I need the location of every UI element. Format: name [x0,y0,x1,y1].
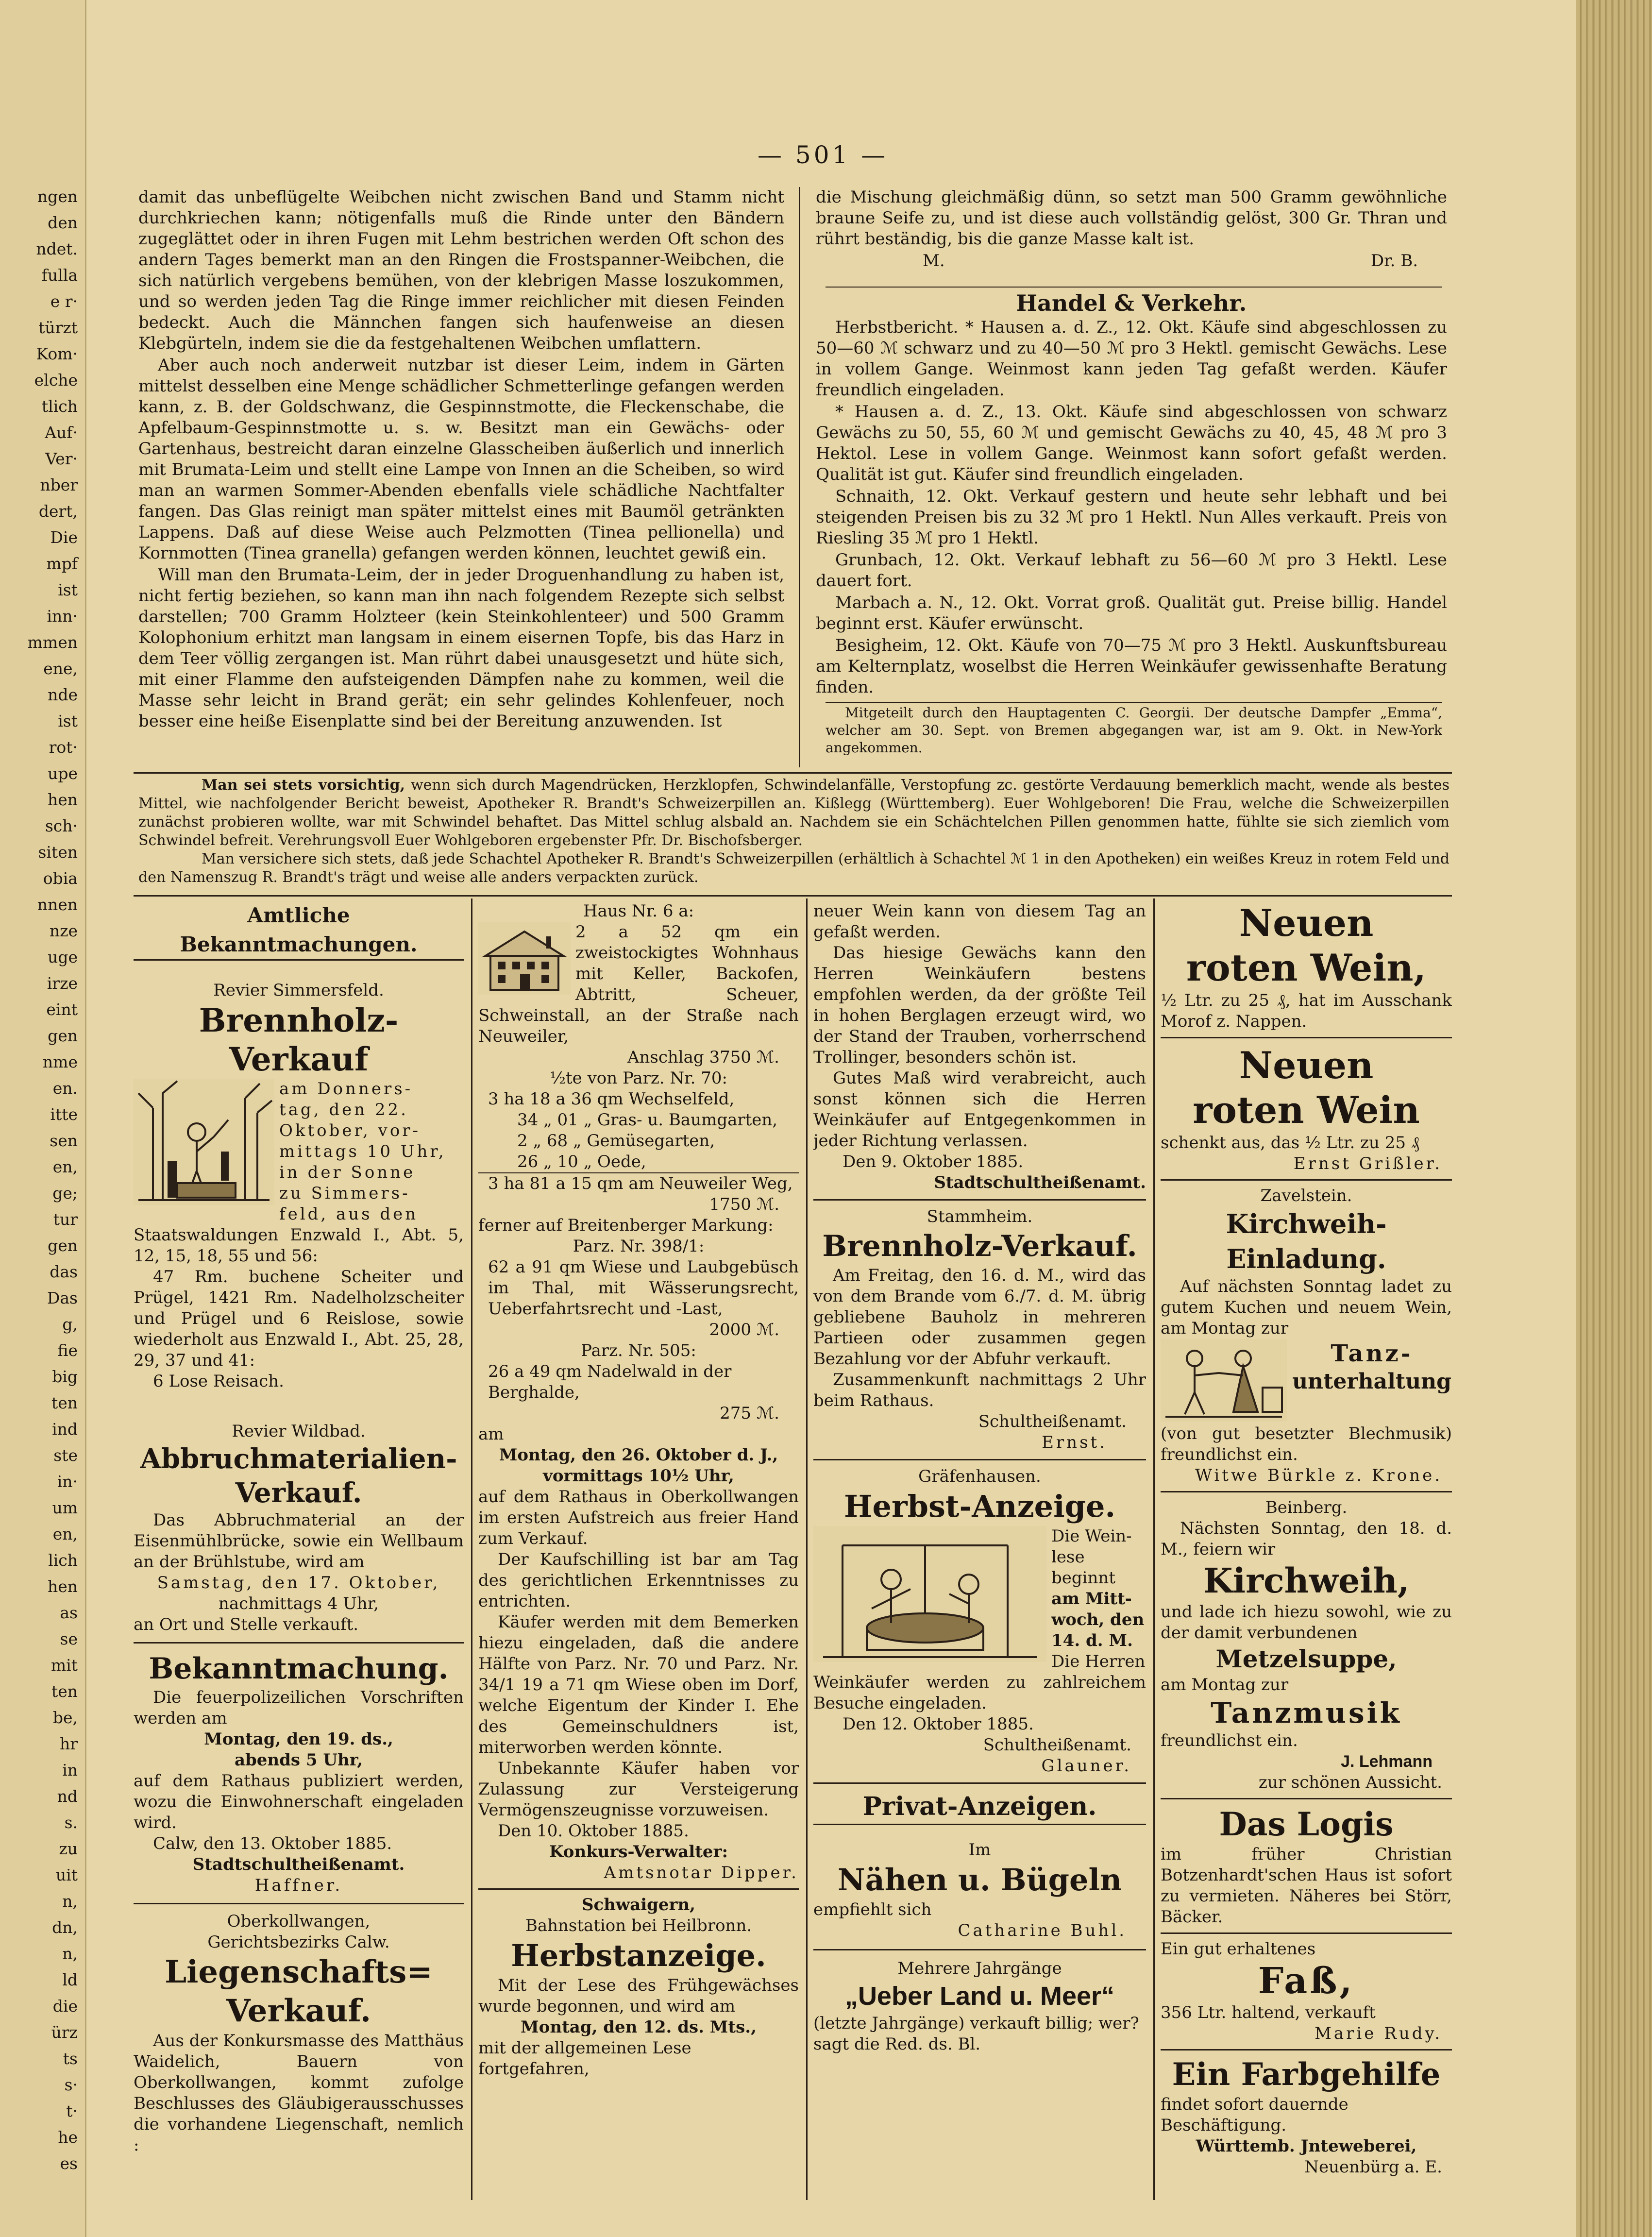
ad-title: Kirchweih, [1203,1560,1410,1601]
left-edge-fragment: uge [48,948,78,966]
ad-place-date: Calw, den 13. Oktober 1885. [153,1834,392,1853]
handel-verkehr-section [816,289,1447,702]
ad-title: Brennholz-Verkauf [199,1001,399,1078]
signature-right: Dr. B. [1370,251,1418,271]
left-edge-fragment: n, [62,1944,78,1963]
ad-side-line: am Donners- [279,1079,413,1099]
ad-title: Herbstanzeige. [511,1938,766,1973]
ad-text: Am Freitag, den 16. d. M., wird das von dem Brande vom 6./7. d. M. übrig gebliebene Bauholz in mehreren Partieen oder zusammen gegen Bezahlung vor der Abfuhr verkauft. [813,1266,1146,1369]
left-edge-fragment: die [52,1997,78,2016]
ad-title: Abbruchmaterialien- [140,1443,457,1475]
ad-text: Das hiesige Gewächs kann den Herren Weinkäufern bestens empfohlen werden, da der größte Teil in hohen Berglagen erzeugt wird, wo der Stand der Trauben, vorherrschend Trollinger, besonders schön ist. [813,943,1146,1067]
ad-text: Die feuerpolizeilichen Vorschriften werden am [134,1688,464,1728]
left-edge-fragment: fulla [41,266,78,285]
ad-date-place: Den 10. Oktober 1885. [498,1821,689,1841]
signature-left: M. [923,251,945,271]
left-edge-fragment: elche [34,371,78,390]
left-edge-fragment: rot· [49,738,78,757]
left-edge-fragment: ten [51,1682,78,1701]
handel-report: Grunbach, 12. Okt. Verkauf lebhaft zu 56—60 ℳ pro 3 Hektl. Lese dauert fort. [816,550,1447,591]
ad-side-line: 14. d. M. [1051,1631,1133,1650]
left-edge-fragment: mmen [27,633,78,652]
left-edge-fragment: nze [49,921,78,940]
left-edge-fragment: mpf [46,554,78,573]
left-edge-fragment: Auf· [45,423,78,442]
left-edge-fragment: big [52,1367,78,1386]
ad-title: Tanzmusik [1211,1696,1402,1729]
left-edge-fragment: en, [52,1157,78,1176]
left-edge-fragment: inn· [47,607,78,626]
ad-signature: Ernst. [1042,1433,1107,1452]
left-edge-fragment: Die [50,528,78,547]
ad-text: (letzte Jahrgänge) verkauft billig; wer? sagt die Red. ds. Bl. [813,2014,1139,2054]
left-edge-fragment: gen [48,1236,78,1255]
ad-place: Revier Simmersfeld. [213,981,384,1000]
parcel-label: ½te von Parz. Nr. 70: [550,1068,727,1088]
ad-rule [813,1949,1146,1950]
ad-place: Gerichtsbezirks Calw. [207,1932,390,1952]
left-edge-fragment: ürz [51,2023,78,2042]
ad-date: Montag, den 12. ds. Mts., [521,2017,757,2037]
left-edge-fragment: Ver· [45,449,78,468]
left-edge-fragment: um [52,1498,78,1517]
ad-office: Konkurs-Verwalter: [549,1842,728,1862]
left-edge-fragment: irze [47,974,78,993]
ad-text: findet sofort dauernde Beschäftigung. [1161,2095,1349,2135]
column-rule [1153,898,1155,2200]
ad-text: Ein gut erhaltenes [1161,1939,1316,1959]
ad-text: Der Kaufschilling ist bar am Tag des gerichtlichen Erkenntnisses zu entrichten. [478,1550,799,1611]
left-edge-fragment: Kom· [36,344,78,363]
left-edge-fragment: hen [47,790,78,809]
ad-date: abends 5 Uhr, [234,1750,363,1770]
left-edge-fragment: hen [47,1577,78,1596]
ad-place-sub: Bahnstation bei Heilbronn. [525,1916,752,1935]
ad-side-line: Die Herren [1051,1652,1146,1671]
ad-title: Herbst-Anzeige. [843,1489,1116,1524]
left-edge-fragment: he [58,2128,78,2147]
ad-title: unterhaltung [1292,1369,1451,1394]
parcel-line: 26 „ 10 „ Oede, [478,1152,799,1173]
ad-place: Oberkollwangen, [227,1912,371,1931]
ad-text: Auf nächsten Sonntag ladet zu gutem Kuchen und neuem Wein, am Montag zur [1161,1277,1452,1338]
ad-with-illustration [813,1526,1146,1672]
ad-office: Stadtschultheißenamt. [192,1855,405,1874]
ad-title: Ein Farbgehilfe [1172,2056,1441,2093]
left-edge-fragment: ene, [43,659,78,678]
handel-report: * Hausen a. d. Z., 13. Okt. Käufe sind abgeschlossen von schwarz Gewächs zu 50, 55, 60 ℳ und gemischt Gewächs zu 40, 45, 48 ℳ pro 3 Hektol. Lese in vollem Gange. Weinmost kann sofort gefaßt werden. Qualität ist gut. Käufer sind freundlich eingeladen. [816,402,1447,484]
parcel-line: 62 a 91 qm Wiese und Laubgebüsch im Thal, mit Wässerungsrecht, Ueberfahrtsrecht und -Last, [488,1257,799,1319]
left-edge-fragment: dert, [38,502,78,521]
ad-text: freundlichst ein. [1161,1731,1298,1750]
left-edge-fragment: obia [43,869,78,888]
ad-rule [478,1888,799,1890]
ad-rule [134,1642,464,1644]
ad-text: Weinkäufer werden zu zahlreichem Besuche eingeladen. [813,1673,1146,1713]
column-rule [471,898,472,2200]
parcel-line: 26 a 49 qm Nadelwald in der Berghalde, [488,1362,732,1402]
ad-title: Brennholz-Verkauf. [822,1229,1137,1263]
ad-signature: Amtsnotar Dipper. [604,1863,799,1882]
column-private-ads [1161,901,1452,2198]
parcel-label: Parz. Nr. 398/1: [573,1237,705,1256]
column-rule [806,898,808,2200]
left-edge-fragment: itte [50,1105,78,1124]
ad-date: vormittags 10½ Uhr, [543,1466,734,1486]
ad-side-line: zu Simmers- [279,1184,410,1203]
left-edge-fragment: dn, [52,1918,78,1937]
article-signatures [816,251,1447,271]
left-edge-fragment: ist [58,580,78,599]
haus-text: 2 a 52 qm ein zweistockigtes Wohnhaus mit Keller, Backofen, Abtritt, Scheuer, Schweinstall, an der Straße nach Neuweiler, [478,922,799,1046]
ad-title: Bekanntmachung. [149,1652,449,1686]
parcel-line: 3 ha 18 a 36 qm Wechselfeld, [488,1089,735,1109]
left-edge-fragment: ndet. [36,239,78,258]
left-edge-fragment: ld [62,1970,78,1989]
column-liegenschaft-cont [478,901,799,2198]
ad-date: nachmittags 4 Uhr, [218,1594,379,1613]
article-brumata-leim [138,187,784,767]
handel-report: Schnaith, 12. Okt. Verkauf gestern und heute sehr lebhaft und bei steigenden Preisen bis zu 32 ℳ pro 1 Hektl. Nun Alles verkauft. Preis von Riesling 35 ℳ pro 1 Hektl. [816,487,1447,548]
ad-text: 6 Lose Reisach. [153,1372,284,1391]
left-edge-fragment: ts [63,2049,78,2068]
ad-office: Schultheißenamt. [978,1412,1127,1431]
ad-title: Tanz- [1331,1340,1413,1367]
ad-place: Beinberg. [1265,1498,1348,1517]
ad-rule [1161,1932,1452,1934]
ad-text: 356 Ltr. haltend, verkauft [1161,2003,1376,2022]
ad-side-line: feld, aus den [279,1204,419,1224]
ad-place: Revier Wildbad. [232,1422,366,1441]
ad-side-line: woch, den [1051,1610,1145,1629]
left-edge-fragment: e r· [50,292,78,311]
parcel-line: 2 „ 68 „ Gemüsegarten, [517,1131,715,1151]
article-paragraph: damit das unbeflügelte Weibchen nicht zwischen Band und Stamm nicht durchkriechen kann; nötigenfalls muß die Rinde unter den Bändern zugeglättet oder in ihren Fugen mit Lehm bestrichen werden Oft schon des andern Tages bemerkt man an den Ringen die Frostspanner-Weibchen, die sich natürlich vergebens bemühen, von der klebrigen Masse loszukommen, und so werden jeden Tag die Ringe immer reichlicher mit diesen Feinden bedeckt. Auch die Männchen fangen sich haufenweise an diesen Klebgürteln, indem sie die da festgehaltenen Weibchen umflattern. [138,187,784,353]
ad-office: Stadtschultheißenamt. [934,1173,1146,1192]
ad-text: Gutes Maß wird verabreicht, auch sonst können sich die Herren Weinkäufer auf Entgegenkommen in jeder Richtung verlassen. [813,1068,1146,1151]
left-edge-fragment: ngen [37,187,78,206]
ad-signature: J. Lehmann [1341,1752,1433,1771]
ad-text: Zusammenkunft nachmittags 2 Uhr beim Rathaus. [813,1370,1146,1410]
ad-title: Nähen u. Bügeln [837,1862,1122,1898]
column-rule [799,187,800,767]
notice-lead: Man sei stets vorsichtig, [202,777,405,794]
ad-title: Metzelsuppe, [1215,1644,1397,1673]
ad-place: Neuenbürg a. E. [1304,2157,1442,2177]
left-edge-fragment: tur [53,1210,78,1229]
ad-text: Staatswaldungen Enzwald I., Abt. 5, 12, 15, 18, 55 und 56: [134,1225,464,1266]
article-paragraph: Will man den Brumata-Leim, der in jeder Droguenhandlung zu haben ist, nicht fertig beziehen, so kann man ihn nach folgendem Rezepte sich selbst darstellen; 700 Gramm Holzteer (kein Steinkohlenteer) und 500 Gramm Kolophonium erhitzt man langsam in einem eisernen Topfe, bis das Harz in dem Teer völlig zergangen ist. Man rührt dabei unausgesetzt und hüte sich, mit einer Flamme den aufsteigenden Dämpfen nahe zu kommen, weil die Masse sehr leicht in Brand gerät; ein sehr gelindes Kohlenfeuer, noch besser eine heiße Eisenplatte sind bei der Bereitung anzuwenden. Ist [138,565,784,731]
left-edge-fragment: ist [58,712,78,730]
ad-signature: Witwe Bürkle z. Krone. [1195,1466,1442,1485]
left-edge-fragment: das [50,1262,78,1281]
left-page-edge [0,0,86,2237]
left-edge-fragment: as [60,1603,78,1622]
parcel-line: 3 ha 81 a 15 qm am Neuweiler Weg, [488,1174,793,1193]
haus-block [478,922,799,1047]
pills-notice [138,776,1450,893]
ad-text: Im [968,1840,991,1860]
section-rule [826,702,1442,703]
left-edge-fragment: hr [59,1734,78,1753]
band-rule-top [134,772,1452,774]
left-edge-fragment: in [62,1761,78,1779]
ship-note [826,704,1442,765]
ship-note-text: Mitgeteilt durch den Hauptagenten C. Georgii. Der deutsche Dampfer „Emma“, welcher am 30. Sept. von Bremen abgegangen war, ist am 9. Okt. in New-York angekommen. [826,705,1442,756]
ad-signature: Catharine Buhl. [958,1921,1127,1940]
ad-text: im früher Christian Botzenhardt'schen Haus ist sofort zu vermieten. Näheres bei Störr, Bäcker. [1161,1845,1452,1927]
left-edge-fragment: fie [57,1341,78,1360]
ad-rule [1161,1491,1452,1492]
house-illustration [478,922,571,995]
ad-text: 47 Rm. buchene Scheiter und Prügel, 1421 Rm. Nadelholzscheiter und Prügel und 6 Reislose, sowie wiederholt aus Enzwald I., Abt. 25, 28, 29, 37 und 41: [134,1267,464,1370]
ad-side-line: tag, den 22. [279,1100,408,1119]
ad-place: Zavelstein. [1260,1186,1352,1205]
ad-title: roten Wein, [1186,946,1426,989]
left-edge-fragment: eint [46,1000,78,1019]
band-rule-bottom [134,895,1452,897]
left-edge-fragment: tlich [41,397,78,416]
ad-title: Neuen [1239,1044,1374,1087]
ad-text: neuer Wein kann von diesem Tag an gefaßt werden. [813,901,1146,942]
ad-text: Aus der Konkursmasse des Matthäus Waidelich, Bauern von Oberkollwangen, kommt zufolge Beschlusses des Gläubigerausschusses die vorhandene Liegenschaft, nemlich : [134,2031,464,2155]
ad-side-line: am Mitt- [1051,1589,1132,1609]
left-edge-fragment: ste [53,1446,78,1465]
ad-rule [134,1903,464,1904]
left-edge-fragment: sen [50,1131,78,1150]
ad-text: am Montag zur [1161,1675,1289,1695]
left-edge-fragment: se [60,1629,78,1648]
left-edge-fragment: s· [64,2075,78,2094]
ad-text: Unbekannte Käufer haben vor Zulassung zur Versteigerung Vermögenszeugnisse vorzuweisen. [478,1759,799,1820]
ad-rule [1161,1798,1452,1799]
ad-title: Das Logis [1219,1805,1394,1843]
left-edge-fragment: en, [52,1525,78,1543]
haus-label: Haus Nr. 6 a: [583,901,694,921]
column-herbst [813,901,1146,2198]
left-edge-fragment: gen [48,1026,78,1045]
ad-rule [813,1459,1146,1460]
left-edge-fragment: nde [48,685,78,704]
left-edge-fragment: g, [62,1315,78,1334]
ad-signature: Glauner. [1041,1756,1131,1776]
woodcutter-illustration [134,1079,274,1205]
ad-date: Montag, den 26. Oktober d. J., [499,1445,778,1465]
ad-side-line: Die Wein- [1051,1526,1132,1546]
parcel-value: 275 ℳ. [720,1404,779,1423]
ad-title: Kirchweih-Einladung. [1226,1208,1387,1274]
left-edge-fragment: uit [55,1865,78,1884]
section-rule [826,287,1442,288]
parcel-label: Parz. Nr. 505: [581,1341,696,1360]
ad-text: auf dem Rathaus publiziert werden, wozu die Einwohnerschaft eingeladen wird. [134,1771,464,1832]
handel-report: Marbach a. N., 12. Okt. Vorrat groß. Qualität gut. Preise billig. Handel beginnt erst. Käufer erwünscht. [816,593,1447,633]
left-edge-fragment: den [48,213,78,232]
ad-text: an Ort und Stelle verkauft. [134,1615,359,1634]
article-continuation [816,187,1447,289]
notice-warning: Man versichere sich stets, daß jede Schachtel Apotheker R. Brandt's Schweizerpillen (erhältlich à Schachtel ℳ 1 in den Apotheken) ein weißes Kreuz in rotem Feld und den Namenszug R. Brandt's trägt und weise alle anders verpackten zurück. [138,850,1450,886]
ad-title: Faß, [1258,1960,1355,2002]
ad-text: empfiehlt sich [813,1900,932,1919]
ad-place: Stammheim. [927,1207,1033,1226]
ad-text: Käufer werden mit dem Bemerken hiezu eingeladen, daß die andere Hälfte von Parz. Nr. 70 und Parz. Nr. 34/1 19 a 71 qm Wiese oben im Dorf, welche Eigentum der Kinder I. Ehe des Gemeinschuldners ist, miterworben werden könnte. [478,1612,799,1757]
handel-report: Besigheim, 12. Okt. Käufe von 70—75 ℳ pro 3 Hektl. Auskunftsbureau am Kelternplatz, woselbst die Herren Weinkäufer gewissenhafte Beratung finden. [816,636,1447,697]
book-page-stack [1576,0,1652,2237]
left-edge-fragment: ten [51,1393,78,1412]
ad-title: Neuen [1239,901,1374,945]
ad-with-illustration [1161,1339,1452,1424]
ad-rule [813,1782,1146,1784]
handel-report: Herbstbericht. * Hausen a. d. Z., 12. Okt. Käufe sind abgeschlossen zu 50—60 ℳ schwarz und zu 40—50 ℳ pro 3 Hektl. gemischt Gewächs. Lese in vollem Gange. Weinmost kann jeden Tag gefaßt werden. Käufer freundlich eingeladen. [816,318,1447,400]
ad-title: Verkauf. [235,1477,362,1509]
column-amtliche [134,901,464,2198]
ad-title: „Ueber Land u. Meer“ [844,1982,1115,2011]
ad-title: roten Wein [1193,1088,1420,1132]
left-edge-fragment: lich [48,1551,78,1570]
ad-text: mit der allgemeinen Lese fortgefahren, [478,2038,691,2079]
ad-office: Schultheißenamt. [983,1735,1131,1755]
section-title: Handel & Verkehr. [1016,290,1247,316]
left-edge-fragment: Das [47,1288,78,1307]
left-edge-fragment: siten [38,843,78,862]
left-edge-fragment: türzt [38,318,78,337]
parcel-line: ferner auf Breitenberger Markung: [478,1216,774,1235]
parcel-line: 34 „ 01 „ Gras- u. Baumgarten, [517,1110,778,1130]
ad-text: Nächsten Sonntag, den 18. d. M., feiern wir [1161,1519,1452,1559]
ad-text: schenkt aus, das ½ Ltr. zu 25 ₰ [1161,1133,1419,1152]
left-edge-fragment: nme [42,1052,78,1071]
ad-text: am [478,1424,504,1444]
left-edge-fragment: nber [40,475,78,494]
left-edge-fragment: be, [52,1708,78,1727]
ad-text: auf dem Rathaus in Oberkollwangen im ersten Aufstreich aus freier Hand zum Verkauf. [478,1487,799,1548]
ad-date: Den 9. Oktober 1885. [843,1152,1024,1171]
ad-place: Schwaigern, [581,1895,696,1915]
left-edge-fragment: nnen [37,895,78,914]
left-edge-fragment: ind [52,1420,78,1439]
left-edge-fragment: upe [48,764,78,783]
ad-rule [1161,2049,1452,2051]
parcel-value: 1750 ℳ. [709,1195,779,1214]
ad-date: Samstag, den 17. Oktober, [157,1573,440,1593]
left-edge-fragment: es [60,2154,78,2173]
ad-title: Liegenschafts= [165,1954,433,1990]
left-edge-fragment: zu [59,1839,78,1858]
ad-side-line: in der Sonne [279,1163,416,1182]
ad-title: Verkauf. [226,1993,371,2029]
left-edge-fragment: nd [57,1787,78,1806]
ad-rule [813,1199,1146,1201]
dancers-illustration [1161,1339,1287,1422]
ad-text: (von gut besetzter Blechmusik) freundlichst ein. [1161,1424,1452,1464]
left-edge-fragment: sch· [45,816,78,835]
article-paragraph: Aber auch noch anderweit nutzbar ist dieser Leim, indem in Gärten mittelst desselben eine Menge schädlicher Schmetterlinge gefangen werden kann, z. B. der Goldschwanz, die Gespinnstmotte, die Fleckenschabe, die Apfelbaum-Gespinnstmotte u. s. w. Besitzt man ein Gewächs- oder Gartenhaus, bestreicht daran einzelne Glasscheiben äußerlich und innerlich mit Brumata-Leim und stellt eine Lampe von Innen an die Scheiben, so wird man an warmen Sommer-Abenden ebenfalls viele schädliche Nachtfalter fangen. Das Glas reinigt man später mittelst eines mit Baumöl getränkten Lappens. Daß auf diese Weise auch Pelzmotten (Tinea pellionella) und Kornmotten (Tinea granella) gefangen werden können, leuchtet gewiß ein. [138,356,784,563]
ad-text: Mehrere Jahrgänge [897,1959,1062,1978]
ad-rule [1161,1179,1452,1181]
page-number: — 501 — [758,141,889,169]
left-edge-fragment: t· [66,2101,78,2120]
section-header: Privat-Anzeigen. [813,1790,1146,1825]
ad-signature: Haffner. [254,1876,343,1895]
ad-signature: Württemb. Jnteweberei, [1196,2136,1417,2156]
ad-with-illustration [134,1079,464,1225]
left-edge-fragment: s. [64,1813,78,1832]
notice-text [138,776,1450,850]
ad-date: Den 12. Oktober 1885. [843,1714,1034,1734]
ad-signature-sub: zur schönen Aussicht. [1258,1773,1442,1792]
ad-text: und lade ich hiezu sowohl, wie zu der damit verbundenen [1161,1602,1452,1643]
ad-signature: Marie Rudy. [1315,2024,1442,2043]
left-edge-fragment: ge; [52,1184,78,1203]
ad-place: Gräfenhausen. [918,1467,1041,1486]
ad-side-line: lese beginnt [1051,1547,1115,1588]
left-edge-fragment: en. [52,1079,78,1098]
ad-text: Mit der Lese des Frühgewächses wurde begonnen, und wird am [478,1976,799,2016]
article-paragraph: die Mischung gleichmäßig dünn, so setzt man 500 Gramm gewöhnliche braune Seife zu, und ist diese auch vollständig gelöst, 300 Gr. Thran und rührt beständig, bis die ganze Masse kalt ist. [816,187,1447,249]
ad-text: Das Abbruchmaterial an der Eisenmühlbrücke, sowie ein Wellbaum an der Brühlstube, wird am [134,1510,464,1572]
ad-date: Montag, den 19. ds., [204,1729,393,1749]
ad-text: ½ Ltr. zu 25 ₰, hat im Ausschank Morof z. Nappen. [1161,991,1452,1031]
left-edge-fragment: in· [57,1472,78,1491]
notice-body: wenn sich durch Magendrücken, Herzklopfen, Schwindelanfälle, Verstopfung zc. gestörte Verdauung bemerklich macht, wende als bestes Mittel, wie nachfolgender Bericht beweist, Apotheker R. Brandt's Schweizerpillen an. Kißlegg (Württemberg). Euer Wohlgeboren! Die Frau, welche die Schweizerpillen zunächst probieren wollte, war mit Schwindel behaftet. Das Mittel schlug alsbald an. Nachdem sie ein Schächtelchen Pillen genommen hatte, fühlte sie sich ziemlich vom Schwindel befreit. Verehrungsvoll Euer Wohlgeboren ergebenster Pfr. Dr. Bischofsberger. [138,777,1450,849]
ad-side-line: Oktober, vor- [279,1121,421,1140]
left-edge-fragment: mit [51,1656,78,1675]
ad-rule [1161,1037,1452,1038]
ad-signature: Ernst Grißler. [1293,1154,1442,1173]
section-header: Amtliche Bekanntmachungen. [134,901,464,961]
parcel-value: 2000 ℳ. [709,1320,779,1339]
wine-press-illustration [813,1526,1046,1662]
anschlag: Anschlag 3750 ℳ. [627,1048,779,1067]
ad-side-line: mittags 10 Uhr, [279,1142,446,1161]
left-edge-fragment: n, [62,1892,78,1911]
